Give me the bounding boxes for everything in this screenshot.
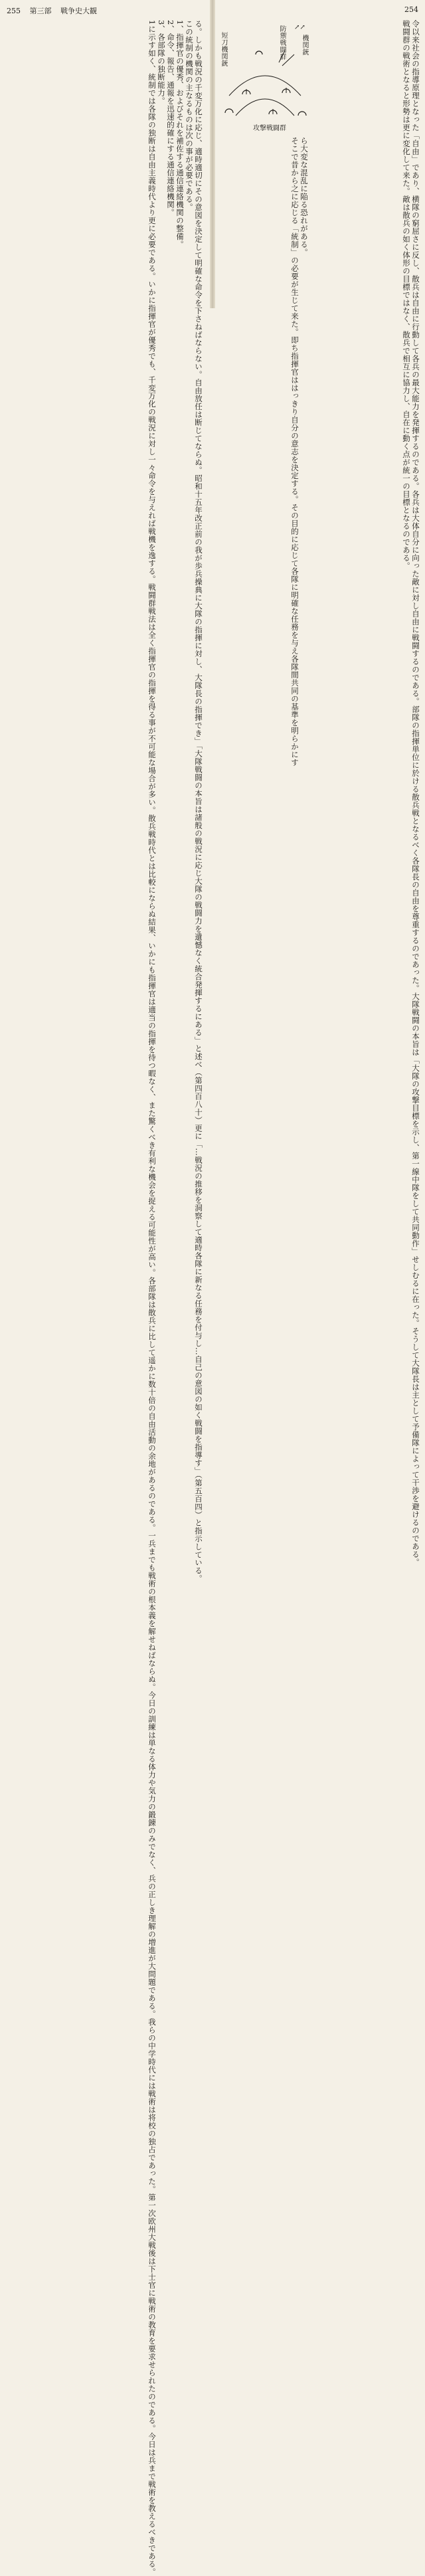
attack-group-label: 攻撃戦闘群 bbox=[253, 125, 286, 132]
left-page-header bbox=[7, 5, 104, 16]
left-list-item-1: 1、指揮官の優秀、およびそれを補佐する通信連絡機関の整備。 bbox=[175, 20, 185, 248]
machine-gun-label: 機関銃 bbox=[301, 35, 308, 56]
left-paragraph-1: る。しかも戦況の千変万化に応じ、適時適切にその意図を決定して明確な命令を下さねばならない。自由放任は断じてならぬ。昭和十五年改正前の我が歩兵操典に大隊の指揮に対し、大隊長の指揮でき」「大隊戦闘の本旨は諸般の戦況に応じ大隊の戦闘力を遺憾なく統合発揮するにある」と述べ（第四百八十）更に「…戦況の推移を洞察して適時各隊に新なる任務を付与し…自己の意図の如く戦闘を指導す」（第五百四）と指示している。 bbox=[194, 20, 203, 1583]
left-list-item-2: 2、命令、報告、通報を迅速的確にする通信連絡機関。 bbox=[166, 20, 175, 217]
left-list-item-3: 3、各部隊の独断能力。 bbox=[157, 20, 166, 105]
left-page-body bbox=[7, 20, 203, 2576]
squad-marker-icon bbox=[256, 51, 262, 54]
right-paragraph-4: そこで昔から之に応じる「統制」の必要が生じて来た。即ち指揮官ははっきり自分の意志を決定する。その目的に応じて各隊に明確な任務を与え各隊間共同の基準を明らかにす bbox=[290, 137, 299, 767]
right-page bbox=[213, 0, 425, 1566]
left-page-number: 255 bbox=[7, 7, 21, 15]
right-page-body-lower bbox=[216, 137, 309, 767]
right-paragraph-1: 令以来社会の指導原理となった「自由」であり、横隊の窮屈さに反し、散兵は自由に行動して各兵の最大能力を発揮するのである。各兵は大体自分に向った敵に対し自由に戦闘するのである。部隊の指揮単位に於ける散兵戦となるべく各隊長の自由を尊重するのであった。大隊戦闘の本旨は「大隊の攻撃目標を示し、第一線中隊をして共同動作」せしむるに在った。そうして大隊長は主として予備隊によって干渉を避けるのである。 bbox=[411, 20, 420, 1566]
right-paragraph-3: ら大変な混乱に陥る恐れがある。 bbox=[299, 137, 309, 256]
left-page bbox=[0, 0, 212, 2576]
right-page-body-main bbox=[313, 20, 420, 1566]
left-paragraph-3: 1に示す如く、統制では各隊の独断は自由主義時代より更に必要である。いかに指揮官が優秀でも、千変万化の戦況に対し一々命令を与えれば戦機を逸する。戦闘群戦法は全く指揮官の指揮を得る事が不可能な場合が多い。散兵戦時代とは比較にならぬ結果、いかにも指揮官は適当の指揮を待つ暇なく、また驚くべき有利な機会を捉える可能性が高い。各部隊は散兵に比して遥かに数十倍の自由活動の余地があるのである。一兵までも戦術の根本義を解せねばならぬ。今日の訓練は単なる体力や気力の鍛錬のみでなく、兵の正しき理解の増進が大問題である。我らの中学時代には戦術は将校の独占であった。第一次欧州大戦後は下士官に戦術の教育を要求せられたのである。今日は兵まで戦術を教えるべきである。 bbox=[147, 20, 157, 2576]
defense-group-label: 防禦戦闘群 bbox=[278, 25, 286, 60]
left-paragraph-2: この統制の機関の主なるものは次の事が必要である。 bbox=[185, 20, 194, 211]
formation-diagram-svg bbox=[216, 16, 314, 136]
formation-diagram bbox=[216, 16, 314, 136]
fire-arc-line bbox=[236, 99, 294, 116]
right-paragraph-2: 戦闘群の戦術となると形勢は更に変化して来た。敵は散兵の如く体形の目標ではなく、散兵で相互に協力し、自在に動く点が統一の目標となるのである。 bbox=[402, 20, 411, 570]
right-page-number: 254 bbox=[404, 5, 418, 14]
short-machine-gun-label: 短刀機関銃 bbox=[220, 32, 227, 67]
squad-marker-icon bbox=[225, 109, 233, 113]
gunfire-mark-icon: ↗↗ bbox=[294, 24, 305, 31]
chapter-title: 戦争史大観 bbox=[60, 7, 97, 15]
squad-marker-icon bbox=[298, 112, 306, 116]
part-label: 第三部 bbox=[29, 7, 52, 15]
